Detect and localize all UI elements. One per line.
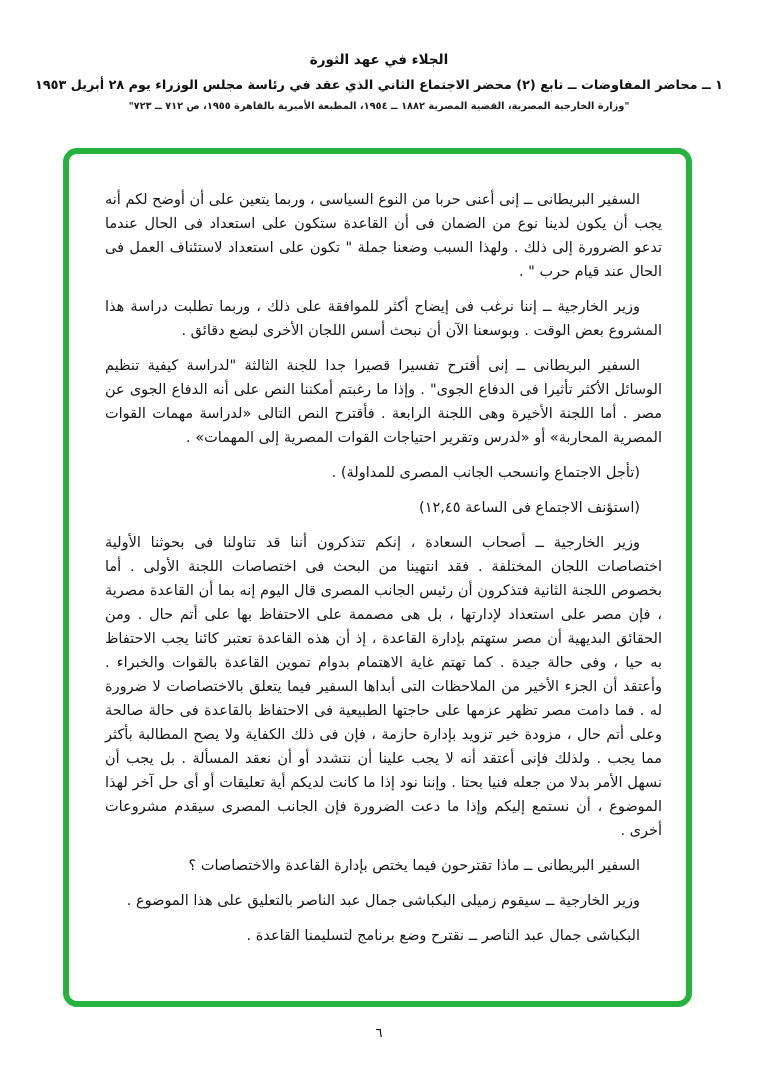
- speech-paragraph: وزير الخارجية ــ أصحاب السعادة ، إنكم تتذكرون أننا قد تناولنا فى بحوثنا الأولية اختصاصات اللجان المختلفة . فقد انتهينا من البحث فى اختصاصات اللجنة الأولى . أما بخصوص اللجنة الثانية فتذكرون أن رئيس الجانب المصرى قال اليوم إنه بما أن القاعدة مصرية ، فإن مصر على استعداد لإدارتها ، بل هى مصممة على الاحتفاظ بها على أتم حال . ومن الحقائق البديهية أن مصر ستهتم بإدارة القاعدة ، إذ أن هذه القاعدة تعتبر كائنا يجب الاحتفاظ به حيا ، وفى حالة جيدة . كما تهتم غاية الاهتمام بدوام تموين القاعدة بالقوات والخبراء . وأعتقد أن الجزء الأخير من الملاحظات التى أبداها السفير فيما يتعلق بالاختصاصات لا ضرورة له . فما دامت مصر تظهر عزمها على حاجتها الطبيعية فى الاحتفاظ بالقاعدة فى حالة صالحة وعلى أتم حال ، مزودة خير تزويد بإدارة حازمة ، فإن فى ذلك الكفاية ولا يصح المطالبة بأكثر مما يجب . ولذلك فإنى أعتقد أنه لا يجب علينا أن نتشدد أو أن نعقد المسألة . بل يجب أن نسهل الأمر بدلا من جعله فنيا بحتا . وإننا نود إذا ما كانت لديكم أية تعليقات أو أى حل آخر لهذا الموضوع ، أن نستمع إليكم وإذا ما دعت الضرورة فإن الجانب المصرى سيقدم مشروعات أخرى .: [105, 535, 662, 839]
- speech-paragraph: البكباشى جمال عبد الناصر ــ نقترح وضع برنامج لتسليمنا القاعدة .: [246, 928, 640, 944]
- source-citation: "وزارة الخارجية المصرية، القضية المصرية ١٨٨٢ ــ ١٩٥٤، المطبعة الأميرية بالقاهرة ١٩٥٥، ص ٧١٢ ــ ٧٢٣": [128, 101, 630, 112]
- speech-paragraph: وزير الخارجية ــ إننا نرغب فى إيضاح أكثر للموافقة على ذلك ، وربما تطلبت دراسة هذا المشروع بعض الوقت . وبوسعنا الآن أن نبحث أسس اللجان الأخرى لبضع دقائق .: [105, 299, 662, 339]
- page-number: ٦: [375, 1026, 383, 1041]
- speech-paragraph: السفير البريطانى ــ ماذا تقترحون فيما يختص بإدارة القاعدة والاختصاصات ؟: [188, 858, 640, 874]
- book-title: الجلاء في عهد الثورة: [309, 52, 449, 68]
- speech-paragraph: وزير الخارجية ــ سيقوم زميلى البكباشى جمال عبد الناصر بالتعليق على هذا الموضوع .: [126, 893, 640, 909]
- page-header: [0, 52, 758, 112]
- document-body: [69, 154, 686, 1001]
- speech-paragraph: السفير البريطانى ــ إنى أعنى حربا من النوع السياسى ، وربما يتعين على أن أوضح لكم أنه يجب أن يكون لدينا نوع من الضمان فى أن القاعدة ستكون على استعداد فى الحال عندما تدعو الضرورة إلى ذلك . ولهذا السبب وضعنا جملة " تكون على استعداد لاستئناف العمل فى الحال عند قيام حرب " .: [105, 192, 662, 280]
- speech-paragraph: السفير البريطانى ــ إنى أقترح تفسيرا قصيرا جدا للجنة الثالثة "لدراسة كيفية تنظيم الوسائل الأكثر تأثيرا فى الدفاع الجوى" . وإذا ما رغبتم أمكننا النص على أنه الدفاع الجوى عن مصر . أما اللجنة الأخيرة وهى اللجنة الرابعة . فأقترح النص التالى «لدراسة مهمات القوات المصرية المحاربة» أو «لدرس وتقرير احتياجات القوات المصرية إلى المهمات» .: [105, 358, 662, 446]
- section-heading: ١ ــ محاضر المفاوضات ــ تابع (٢) محضر الاجتماع الثاني الذي عقد في رئاسة مجلس الوزراء يوم ٢٨ أبريل ١٩٥٣: [35, 78, 723, 93]
- stage-direction: (استؤنف الاجتماع فى الساعة ١٢,٤٥): [419, 500, 640, 516]
- stage-direction: (تأجل الاجتماع وانسحب الجانب المصرى للمداولة) .: [331, 465, 640, 481]
- page-footer: [0, 1026, 758, 1041]
- highlight-frame: [63, 148, 692, 1007]
